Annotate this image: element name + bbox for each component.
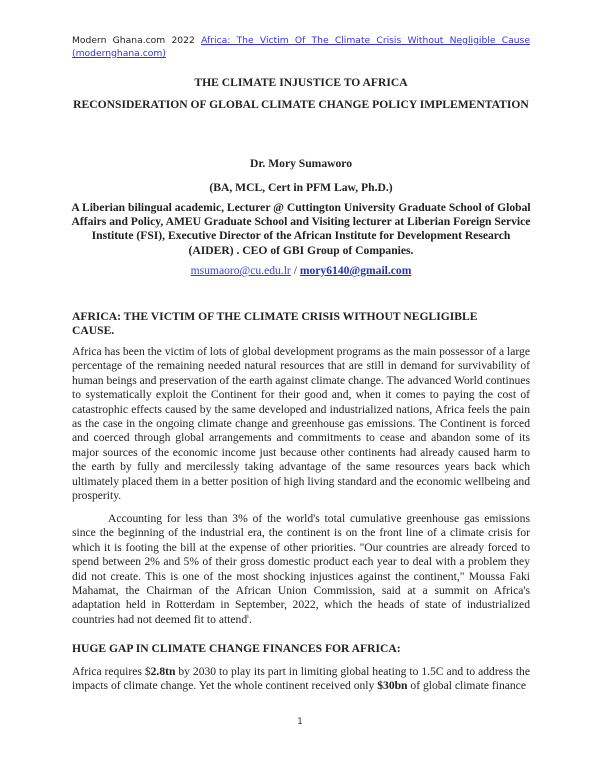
header-line-1 <box>72 34 530 47</box>
header-source: Modern Ghana.com 2022 <box>72 35 195 46</box>
paragraph-3-text-e: of global climate finance <box>407 679 526 693</box>
email-link-1[interactable]: msumaoro@cu.edu.lr <box>190 264 291 277</box>
author-emails <box>72 264 530 278</box>
paragraph-3-text-a: Africa requires $ <box>72 665 151 678</box>
author-name: Dr. Mory Sumaworo <box>249 157 353 170</box>
paragraph-2-text: Accounting for less than 3% of the world's total cumulative greenhouse gas emissions since the beginning of the industrial era, the continent is on the front line of a climate crisis for which it is footing the bill at the expense of other priorities. "Our countries are already forced to spend between 2% and 5% of their gross domestic product each year to deal with a problem they did not create. This is one of the most shocking injustices against the continent," Moussa Faki Mahamat, the Chairman of the African Union Commission, said at a summit on Africa's adaptation held in Rotterdam in September, 2022, which the heads of state of industrialized countries had not deemed fit to attend <box>72 512 530 626</box>
footnote-marker[interactable]: i <box>247 613 249 620</box>
amount-received: $30bn <box>377 679 408 693</box>
paragraph-2-end: . <box>248 612 252 626</box>
paragraph-2 <box>72 512 530 627</box>
author-bio: A Liberian bilingual academic, Lecturer @ Cuttington University Graduate School of Global Affairs and Policy, AMEU Graduate School and Visiting lecturer at Liberian Foreign Service Institute (FSI), Executive Director of the African Institute for Development Research (AIDER) . CEO of GBI Group of Companies. <box>71 201 531 257</box>
header-line-2 <box>72 47 530 60</box>
document-title: THE CLIMATE INJUSTICE TO AFRICA <box>194 76 408 89</box>
section-heading-victim: AFRICA: THE VICTIM OF THE CLIMATE CRISIS WITHOUT NEGLIGIBLE CAUSE. <box>72 310 478 338</box>
document-subtitle: RECONSIDERATION OF GLOBAL CLIMATE CHANGE POLICY IMPLEMENTATION <box>73 98 529 111</box>
paragraph-3 <box>72 665 530 694</box>
author-credentials: (BA, MCL, Cert in PFM Law, Ph.D.) <box>209 181 393 194</box>
paragraph-1: Africa has been the victim of lots of global development programs as the main possessor of a large percentage of the remaining needed natural resources that are still in demand for survivability of human beings and preservation of the earth against climate change. The advanced World continues to systematically exploit the Continent for their good and, when it comes to paying the cost of catastrophic effects caused by the same developed and industrialized nations, Africa feels the pain as the case in the ongoing climate change and greenhouse gas emissions. The Continent is forced and coerced through global arrangements and commitments to cease and abandon some of its major sources of the economic income just because other continents had already caused harm to the earth by fully and mercilessly taking advantage of the same resources years back which ultimately placed them in a better position of high living standard and the economic wellbeing and prosperity. <box>72 345 530 503</box>
paragraph-3-text-c: by 2030 to play its part in limiting global heating to 1.5C and to address the impacts of climate change. Yet the whole continent received only <box>72 665 530 693</box>
page-number: 1 <box>297 717 303 727</box>
article-link[interactable]: Africa: The Victim Of The Climate Crisis Without Negligible Cause <box>201 35 531 46</box>
email-link-2[interactable]: mory6140@gmail.com <box>299 264 412 277</box>
amount-required: 2.8tn <box>150 665 176 678</box>
article-link-source[interactable]: (modernghana.com) <box>72 48 166 59</box>
section-heading-finance-gap: HUGE GAP IN CLIMATE CHANGE FINANCES FOR AFRICA: <box>72 642 401 655</box>
email-separator: / <box>290 264 300 277</box>
page-header <box>72 34 530 60</box>
